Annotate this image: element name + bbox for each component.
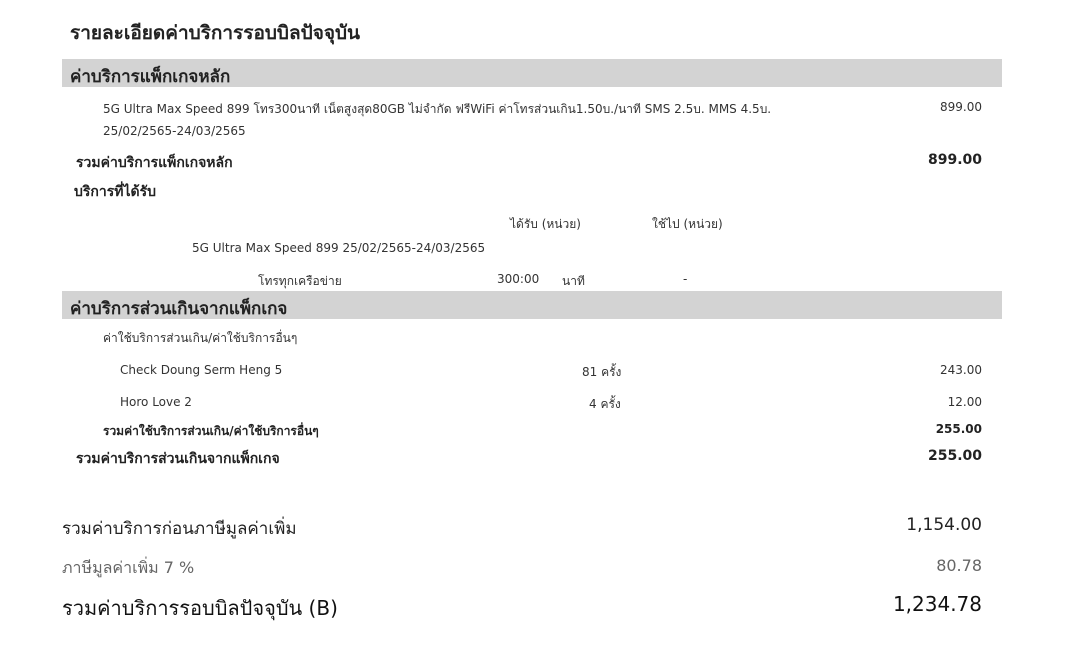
overage-section-header: ค่าบริการส่วนเกินจากแพ็กเกจ (70, 299, 288, 319)
pre-vat-label: รวมค่าบริการก่อนภาษีมูลค่าเพิ่ม (62, 519, 297, 539)
package-item-period: 25/02/2565-24/03/2565 (103, 124, 246, 138)
overage-item-amount: 12.00 (947, 395, 982, 409)
service-row-unit: นาที (562, 274, 585, 288)
grand-total-label: รวมค่าบริการรอบบิลปัจจุบัน (B) (62, 596, 338, 620)
services-received-header: บริการที่ได้รับ (74, 184, 157, 200)
grand-total-amount: 1,234.78 (892, 592, 982, 616)
overage-total-label: รวมค่าบริการส่วนเกินจากแพ็กเกจ (76, 451, 280, 467)
package-section-header: ค่าบริการแพ็กเกจหลัก (70, 67, 231, 87)
package-total-label: รวมค่าบริการแพ็กเกจหลัก (76, 155, 233, 171)
overage-subheader: ค่าใช้บริการส่วนเกิน/ค่าใช้บริการอื่นๆ (103, 331, 298, 345)
package-total-amount: 899.00 (927, 152, 982, 168)
page-title: รายละเอียดค่าบริการรอบบิลปัจจุบัน (70, 22, 361, 44)
service-row-received: 300:00 (497, 272, 540, 286)
package-item-amount: 899.00 (940, 100, 982, 114)
vat-amount: 80.78 (936, 556, 982, 575)
pre-vat-amount: 1,154.00 (906, 515, 982, 535)
service-row-used: - (683, 272, 688, 286)
col-used-header: ใช้ไป (หน่วย) (652, 217, 723, 231)
overage-subtotal-amount: 255.00 (935, 422, 982, 436)
overage-item-qty: 4 ครั้ง (589, 397, 621, 411)
overage-subtotal-label: รวมค่าใช้บริการส่วนเกิน/ค่าใช้บริการอื่นๆ (103, 424, 319, 438)
col-received-header: ได้รับ (หน่วย) (510, 217, 581, 231)
overage-total-amount: 255.00 (927, 448, 982, 464)
service-row-label: โทรทุกเครือข่าย (258, 274, 342, 288)
package-item-description: 5G Ultra Max Speed 899 โทร300นาที เน็ตสูงสุด80GB ไม่จำกัด ฟรีWiFi ค่าโทรส่วนเกิน1.50บ./นาที SMS 2.5บ. MMS 4.5บ. (103, 102, 772, 116)
overage-item-name: Check Doung Serm Heng 5 (120, 363, 283, 377)
overage-item-name: Horo Love 2 (120, 395, 192, 409)
vat-label: ภาษีมูลค่าเพิ่ม 7 % (62, 558, 195, 577)
overage-item-qty: 81 ครั้ง (582, 365, 622, 379)
services-package-line: 5G Ultra Max Speed 899 25/02/2565-24/03/2565 (192, 241, 486, 255)
overage-item-amount: 243.00 (940, 363, 982, 377)
